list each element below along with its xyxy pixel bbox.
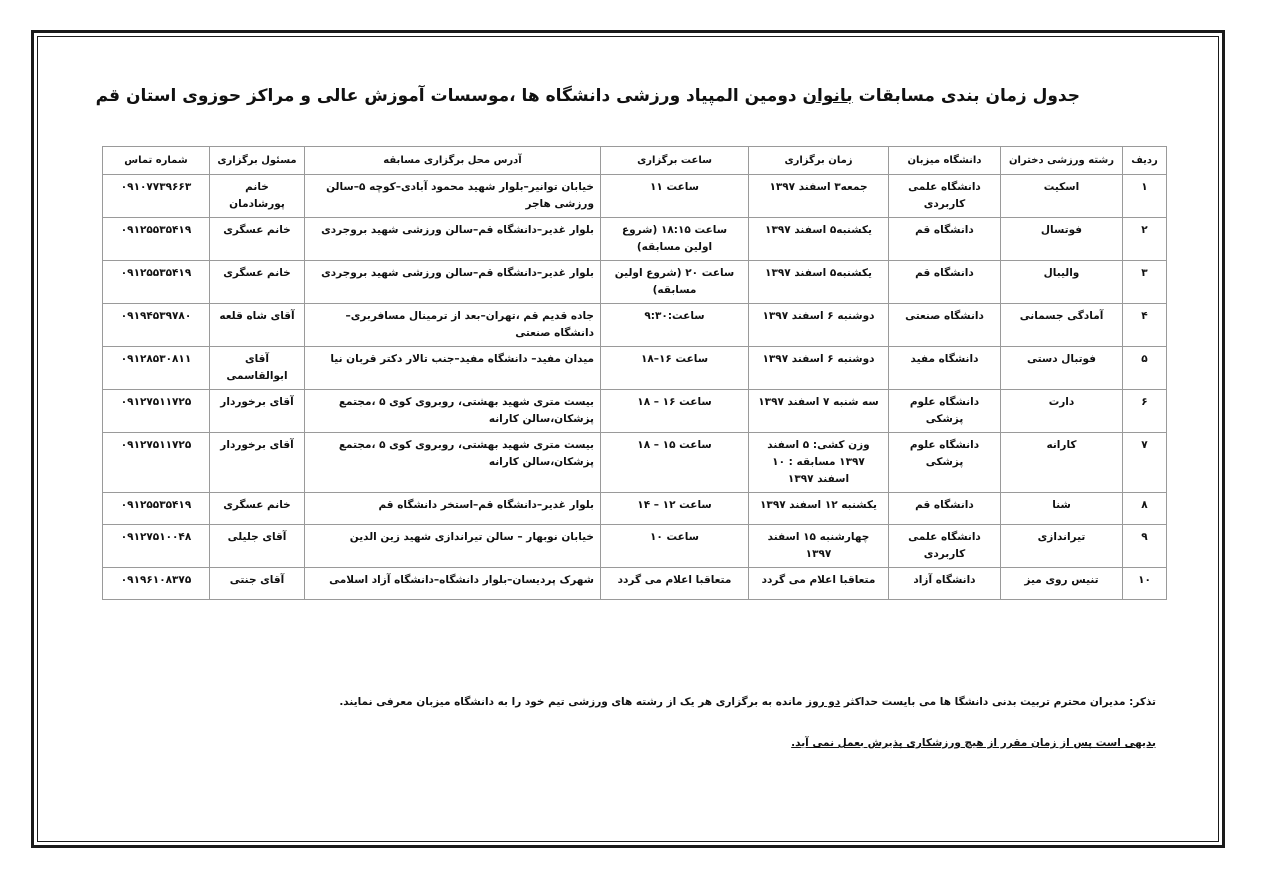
cell-date: یکشنبه ۱۲ اسفند ۱۳۹۷ — [749, 493, 889, 525]
table-row — [103, 261, 1167, 304]
cell-phone: ۰۹۱۲۵۵۳۵۴۱۹ — [103, 493, 210, 525]
cell-host: دانشگاه علمی کاربردی — [889, 175, 1001, 218]
header-manager: مسئول برگزاری — [210, 147, 305, 175]
cell-row-no: ۷ — [1123, 433, 1167, 493]
cell-manager: آقای جنتی — [210, 568, 305, 600]
cell-address: خیابان نوبهار – سالن تیراندازی شهید زین الدین — [305, 525, 601, 568]
cell-row-no: ۸ — [1123, 493, 1167, 525]
cell-manager: آقای برخوردار — [210, 433, 305, 493]
cell-sport: فوتبال دستی — [1001, 347, 1123, 390]
cell-sport: تیراندازی — [1001, 525, 1123, 568]
cell-date: چهارشنبه ۱۵ اسفند ۱۳۹۷ — [749, 525, 889, 568]
cell-sport: دارت — [1001, 390, 1123, 433]
cell-sport: کارانه — [1001, 433, 1123, 493]
schedule-table — [102, 146, 1167, 600]
cell-sport: اسکیت — [1001, 175, 1123, 218]
cell-phone: ۰۹۱۹۶۱۰۸۳۷۵ — [103, 568, 210, 600]
cell-date: دوشنبه ۶ اسفند ۱۳۹۷ — [749, 347, 889, 390]
cell-date: یکشنبه۵ اسفند ۱۳۹۷ — [749, 218, 889, 261]
cell-date: متعاقبا اعلام می گردد — [749, 568, 889, 600]
table-row — [103, 493, 1167, 525]
table-row — [103, 304, 1167, 347]
table-row — [103, 175, 1167, 218]
cell-row-no: ۱۰ — [1123, 568, 1167, 600]
cell-phone: ۰۹۱۲۵۵۳۵۴۱۹ — [103, 261, 210, 304]
cell-date: جمعه۳ اسفند ۱۳۹۷ — [749, 175, 889, 218]
cell-host: دانشگاه مفید — [889, 347, 1001, 390]
cell-row-no: ۲ — [1123, 218, 1167, 261]
cell-address: خیابان توانیر–بلوار شهید محمود آبادی–کوچه ۵–سالن ورزشی هاجر — [305, 175, 601, 218]
cell-address: بلوار غدیر–دانشگاه قم–سالن ورزشی شهید بروجردی — [305, 218, 601, 261]
cell-address: بلوار غدیر–دانشگاه قم–استخر دانشگاه قم — [305, 493, 601, 525]
cell-row-no: ۹ — [1123, 525, 1167, 568]
header-row-no: ردیف — [1123, 147, 1167, 175]
cell-manager: خانم عسگری — [210, 218, 305, 261]
cell-row-no: ۳ — [1123, 261, 1167, 304]
cell-manager: آقای شاه قلعه — [210, 304, 305, 347]
cell-sport: شنا — [1001, 493, 1123, 525]
cell-time: ساعت ۲۰ (شروع اولین مسابقه) — [601, 261, 749, 304]
table-header-row — [103, 147, 1167, 175]
cell-manager: آقای ابوالقاسمی — [210, 347, 305, 390]
cell-sport: تنیس روی میز — [1001, 568, 1123, 600]
header-phone: شماره تماس — [103, 147, 210, 175]
cell-phone: ۰۹۱۰۷۷۳۹۶۶۳ — [103, 175, 210, 218]
title-underlined-word: بانوان — [802, 86, 853, 106]
cell-host: دانشگاه قم — [889, 261, 1001, 304]
cell-row-no: ۶ — [1123, 390, 1167, 433]
cell-time: ساعت ۱۶–۱۸ — [601, 347, 749, 390]
deadline-note: بدیهی است پس از زمان مقرر از هیچ ورزشکاری پذیرش بعمل نمی آید. — [791, 737, 1156, 749]
cell-time: ساعت ۱۵ – ۱۸ — [601, 433, 749, 493]
header-sport: رشته ورزشی دختران — [1001, 147, 1123, 175]
header-time: ساعت برگزاری — [601, 147, 749, 175]
cell-manager: خانم عسگری — [210, 261, 305, 304]
cell-address: جاده قدیم قم ،تهران–بعد از ترمینال مسافربری–دانشگاه صنعتی — [305, 304, 601, 347]
cell-address: شهرک پردیسان–بلوار دانشگاه–دانشگاه آزاد اسلامی — [305, 568, 601, 600]
cell-manager: خانم پورشادمان — [210, 175, 305, 218]
cell-date: دوشنبه ۶ اسفند ۱۳۹۷ — [749, 304, 889, 347]
cell-time: ساعت ۱۶ – ۱۸ — [601, 390, 749, 433]
cell-time: ساعت ۱۱ — [601, 175, 749, 218]
cell-host: دانشگاه قم — [889, 218, 1001, 261]
cell-address: میدان مفید– دانشگاه مفید–جنب تالار دکتر قربان نیا — [305, 347, 601, 390]
cell-host: دانشگاه علوم پزشکی — [889, 433, 1001, 493]
cell-phone: ۰۹۱۲۸۵۳۰۸۱۱ — [103, 347, 210, 390]
cell-row-no: ۱ — [1123, 175, 1167, 218]
cell-address: بیست متری شهید بهشتی، روبروی کوی ۵ ،مجتمع پزشکان،سالن کارانه — [305, 433, 601, 493]
cell-host: دانشگاه علمی کاربردی — [889, 525, 1001, 568]
cell-host: دانشگاه قم — [889, 493, 1001, 525]
cell-sport: آمادگی جسمانی — [1001, 304, 1123, 347]
cell-row-no: ۴ — [1123, 304, 1167, 347]
cell-time: ساعت ۱۰ — [601, 525, 749, 568]
cell-address: بلوار غدیر–دانشگاه قم–سالن ورزشی شهید بروجردی — [305, 261, 601, 304]
header-host: دانشگاه میزبان — [889, 147, 1001, 175]
cell-phone: ۰۹۱۹۴۵۳۹۷۸۰ — [103, 304, 210, 347]
table-row — [103, 525, 1167, 568]
cell-host: دانشگاه صنعتی — [889, 304, 1001, 347]
cell-sport: والیبال — [1001, 261, 1123, 304]
cell-phone: ۰۹۱۲۷۵۱۱۷۲۵ — [103, 390, 210, 433]
reminder-note: تذکر: مدیران محترم تربیت بدنی دانشگا ها می بایست حداکثر دو روز مانده به برگزاری هر یک از رشته های ورزشی تیم خود را به دانشگاه میزبان معرفی نمایند. — [339, 696, 1156, 708]
header-address: آدرس محل برگزاری مسابقه — [305, 147, 601, 175]
table-row — [103, 390, 1167, 433]
cell-time: ساعت ۱۸:۱۵ (شروع اولین مسابقه) — [601, 218, 749, 261]
cell-host: دانشگاه علوم پزشکی — [889, 390, 1001, 433]
cell-sport: فوتسال — [1001, 218, 1123, 261]
cell-manager: آقای جلیلی — [210, 525, 305, 568]
cell-manager: آقای برخوردار — [210, 390, 305, 433]
cell-time: ساعت:۹:۳۰ — [601, 304, 749, 347]
cell-date: یکشنبه۵ اسفند ۱۳۹۷ — [749, 261, 889, 304]
reminder-underlined-phrase: دو روز — [806, 696, 841, 708]
table-row — [103, 433, 1167, 493]
table-row — [103, 218, 1167, 261]
cell-row-no: ۵ — [1123, 347, 1167, 390]
cell-host: دانشگاه آزاد — [889, 568, 1001, 600]
cell-phone: ۰۹۱۲۷۵۱۰۰۴۸ — [103, 525, 210, 568]
cell-phone: ۰۹۱۲۷۵۱۱۷۲۵ — [103, 433, 210, 493]
page-title: جدول زمان بندی مسابقات بانوان دومین المپیاد ورزشی دانشگاه ها ،موسسات آموزش عالی و مراکز حوزوی استان قم — [95, 86, 1080, 106]
cell-date: سه شنبه ۷ اسفند ۱۳۹۷ — [749, 390, 889, 433]
cell-time: ساعت ۱۲ – ۱۴ — [601, 493, 749, 525]
cell-phone: ۰۹۱۲۵۵۳۵۴۱۹ — [103, 218, 210, 261]
cell-manager: خانم عسگری — [210, 493, 305, 525]
cell-address: بیست متری شهید بهشتی، روبروی کوی ۵ ،مجتمع پزشکان،سالن کارانه — [305, 390, 601, 433]
table-row — [103, 568, 1167, 600]
table-row — [103, 347, 1167, 390]
cell-date: وزن کشی: ۵ اسفند ۱۳۹۷ مسابقه : ۱۰ اسفند ۱۳۹۷ — [749, 433, 889, 493]
header-date: زمان برگزاری — [749, 147, 889, 175]
cell-time: متعاقبا اعلام می گردد — [601, 568, 749, 600]
